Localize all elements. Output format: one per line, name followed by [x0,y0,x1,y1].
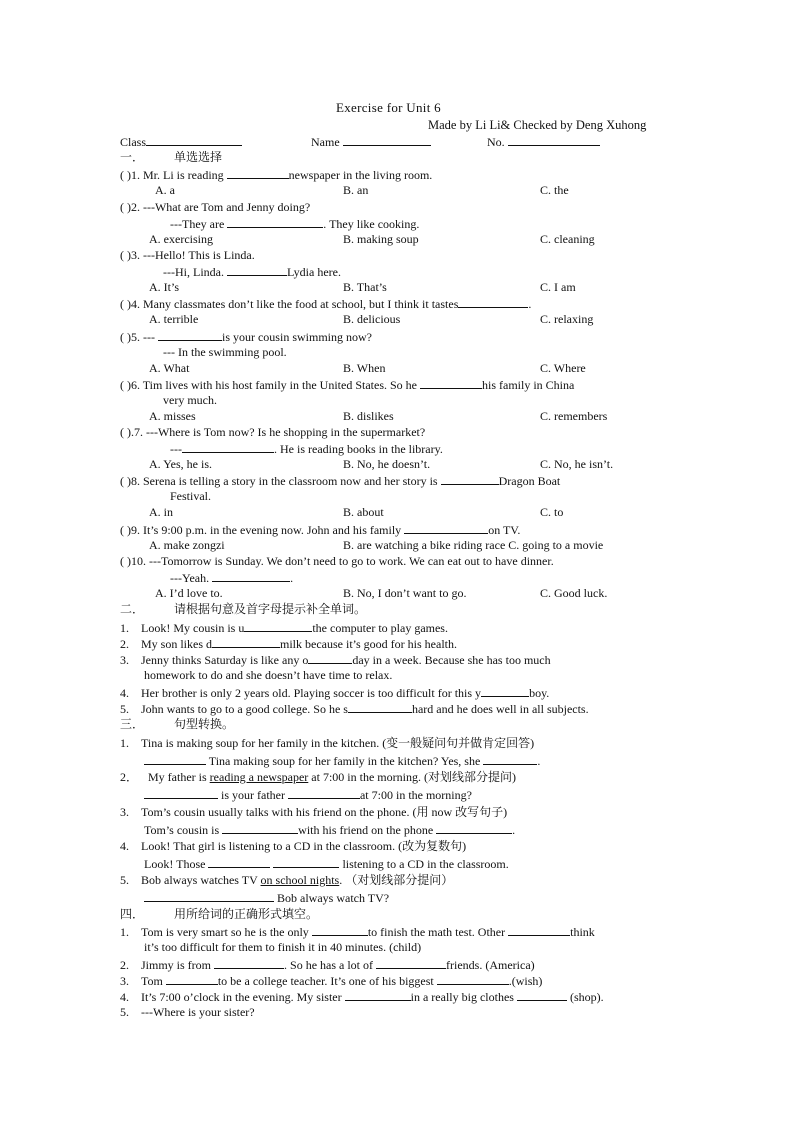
s3-item-text-end: Bob always watch TV? [274,891,390,905]
q8-stem [120,472,560,489]
s2-item-text-end: hard and he does well in all subjects. [411,702,589,716]
q7-option-c[interactable]: C. No, he isn’t. [540,457,614,471]
q3-option-c[interactable]: C. I am [540,280,576,294]
section1-title: 单选选择 [174,150,223,164]
q1-option-b[interactable]: B. an [343,183,369,197]
section2-number: 二． [120,602,145,616]
q1-text: ( )1. Mr. Li is reading [120,168,227,182]
q5-stem [120,328,372,345]
s3-item-number: 5. [120,873,129,887]
s4-item-number: 1. [120,925,129,939]
q1-option-c[interactable]: C. the [540,183,569,197]
q3-stem: ( )3. ---Hello! This is Linda. [120,248,255,262]
s4-item-1-blank-b[interactable] [508,923,570,936]
s3-item-number: 2． [120,770,139,784]
section4-number: 四． [120,907,145,921]
q8-text-end: Dragon Boat [498,474,561,488]
s4-item-1-continuation: it’s too difficult for them to finish it in 40 minutes. (child) [144,940,422,954]
s2-item-2 [120,635,457,652]
s2-item-4 [120,684,549,701]
s3-item-number: 3. [120,805,129,819]
s3-item-3-blank-b[interactable] [436,821,512,834]
s3-item-text-end: at 7:00 in the morning. (对划线部分提问) [308,770,516,784]
s3-item-5-answer [144,889,389,906]
q10-answer-line [170,569,293,586]
worksheet-credit: Made by Li Li& Checked by Deng Xuhong [428,118,647,132]
q8-option-b[interactable]: B. about [343,505,384,519]
s3-item-text: is your father [218,788,288,802]
s2-item-2-blank[interactable] [212,635,280,648]
q9-blank[interactable] [404,521,488,534]
q3-text: ---Hi, Linda. [163,265,227,279]
q2-answer-line [170,215,419,232]
q4-option-c[interactable]: C. relaxing [540,312,594,326]
q4-blank[interactable] [458,295,528,308]
no-field [487,133,600,150]
q10-option-c[interactable]: C. Good luck. [540,586,608,600]
s4-item-text-end: think [570,925,595,939]
class-blank[interactable] [146,133,242,146]
q8-continuation: Festival. [170,489,211,503]
s2-item-text-end: day in a week. Because she has too much [352,653,551,667]
q3-option-b[interactable]: B. That’s [343,280,387,294]
q10-stem: ( )10. ---Tomorrow is Sunday. We don’t need to go to work. We can eat out to have dinner. [120,554,554,568]
s3-item-2-blank-b[interactable] [288,786,360,799]
s3-item-3-answer [144,821,515,838]
section3-title: 句型转换。 [174,717,235,731]
s4-item-3-blank-a[interactable] [166,972,218,985]
q6-option-c[interactable]: C. remembers [540,409,608,423]
s3-item-5-underlined: on school nights [260,873,340,887]
s3-item-1-blank-b[interactable] [483,752,537,765]
name-field [311,133,431,150]
q2-text: ---They are [170,217,228,231]
section1-number: 一． [120,150,145,164]
q2-blank[interactable] [227,215,323,228]
s2-item-5-blank[interactable] [348,700,412,713]
q7-text-end: . He is reading books in the library. [274,442,443,456]
s3-item-text: Tom’s cousin is [144,823,223,837]
s3-item-5 [120,872,453,888]
s3-item-text: Look! Those [144,857,209,871]
s4-item-5 [120,1004,255,1020]
class-label: Class [120,135,147,149]
s3-item-text-end: . [537,754,541,768]
q6-option-b[interactable]: B. dislikes [343,409,394,423]
q4-text: ( )4. Many classmates don’t like the food at school, but I think it tastes [120,297,459,311]
s4-item-text: Jimmy is from [141,958,215,972]
s3-item-number: 4. [120,839,129,853]
s2-item-number: 2. [120,637,129,651]
q9-option-a[interactable]: A. make zongzi [149,538,225,552]
q7-answer-line [170,440,443,457]
q1-stem [120,166,432,183]
section4-heading [120,906,318,922]
s2-item-3 [120,651,551,668]
s4-item-text: . So he has a lot of [284,958,377,972]
q7-blank[interactable] [182,440,274,453]
q1-text-end: newspaper in the living room. [288,168,433,182]
s3-item-text-end: . （对划线部分提问） [339,873,454,887]
section3-number: 三． [120,717,145,731]
s4-item-1 [120,923,595,940]
q10-text: ---Yeah. [170,571,213,585]
s2-item-text-end: the computer to play games. [312,621,448,635]
section2-heading [120,601,366,617]
q6-option-a[interactable]: A. misses [149,409,196,423]
s4-item-4 [120,988,604,1005]
s4-item-number: 2. [120,958,129,972]
section2-title: 请根据句意及首字母提示补全单词。 [174,602,367,616]
s3-item-number: 1. [120,736,129,750]
q9-stem [120,521,520,538]
class-field [120,133,242,150]
s4-item-4-blank-b[interactable] [517,988,567,1001]
q6-continuation: very much. [163,393,217,407]
no-blank[interactable] [508,133,600,146]
q5-blank[interactable] [158,328,222,341]
q4-text-end: . [528,297,532,311]
q8-blank[interactable] [441,472,499,485]
s4-item-text-end: friends. (America) [446,958,535,972]
q5-answer-line: --- In the swimming pool. [163,345,287,359]
s2-item-text: Her brother is only 2 years old. Playing soccer is too difficult for this y [141,686,482,700]
no-label: No. [487,135,505,149]
s4-item-number: 4. [120,990,129,1004]
q7-option-b[interactable]: B. No, he doesn’t. [343,457,431,471]
s2-item-text: John wants to go to a good college. So he s [141,702,348,716]
s3-item-text: Tom’s cousin usually talks with his friend on the phone. (用 now 改写句子) [141,805,508,819]
s3-item-1-answer [144,752,540,769]
q1-option-a[interactable]: A. a [155,183,175,197]
s3-item-4-answer [144,855,509,872]
s3-item-1-blank-a[interactable] [144,752,206,765]
s4-item-2 [120,956,535,973]
q7-text: --- [170,442,182,456]
q3-option-a[interactable]: A. It’s [149,280,179,294]
s3-item-2-answer [144,786,472,803]
q1-blank[interactable] [227,166,289,179]
s4-item-text-end: (shop). [566,990,604,1004]
q10-blank[interactable] [212,569,290,582]
s3-item-3 [120,804,507,820]
s2-item-1-blank[interactable] [244,619,312,632]
s2-item-text: My son likes d [141,637,213,651]
q10-option-a[interactable]: A. I’d love to. [155,586,223,600]
s3-item-3-blank-a[interactable] [222,821,298,834]
q6-text-end: his family in China [482,378,575,392]
s3-item-text: Bob always watches TV [141,873,261,887]
s2-item-number: 5. [120,702,129,716]
s3-item-text-end: . [512,823,516,837]
s4-item-1-blank-a[interactable] [312,923,368,936]
q5-option-a[interactable]: A. What [149,361,190,375]
s2-item-4-blank[interactable] [481,684,529,697]
s3-item-text: Look! That girl is listening to a CD in the classroom. (改为复数句) [141,839,467,853]
s4-item-2-blank-a[interactable] [214,956,284,969]
q8-option-a[interactable]: A. in [149,505,173,519]
q6-blank[interactable] [420,376,482,389]
q2-option-a[interactable]: A. exercising [149,232,213,246]
section4-title: 用所给词的正确形式填空。 [174,907,319,921]
q6-stem [120,376,574,393]
s4-item-text: It’s 7:00 o’clock in the evening. My sister [141,990,345,1004]
s3-item-1 [120,735,534,751]
section3-heading [120,716,234,732]
name-blank[interactable] [343,133,431,146]
q8-text: ( )8. Serena is telling a story in the classroom now and her story is [120,474,441,488]
q4-stem [120,295,531,312]
q3-answer-line [163,263,341,280]
s3-item-5-blank[interactable] [144,889,274,902]
s2-item-text-end: milk because it’s good for his health. [280,637,457,651]
s3-item-4-blank-b[interactable] [273,855,339,868]
q10-text-end: . [290,571,294,585]
s4-item-text: to finish the math test. Other [367,925,509,939]
s2-item-number: 1. [120,621,129,635]
worksheet-title: Exercise for Unit 6 [336,100,441,115]
q5-text: ( )5. --- [120,330,158,344]
s2-item-3-continuation: homework to do and she doesn’t have time to relax. [144,668,393,682]
name-label: Name [311,135,340,149]
s4-item-3-blank-b[interactable] [437,972,509,985]
s3-item-2-underlined: reading a newspaper [209,770,309,784]
s4-item-3 [120,972,542,989]
q2-option-c[interactable]: C. cleaning [540,232,595,246]
s4-item-text: in a really big clothes [410,990,517,1004]
s3-item-text: Tina is making soup for her family in the kitchen. (变一般疑问句并做肯定回答) [141,736,535,750]
s3-item-text: My father is [148,770,210,784]
s4-item-text: Tom [141,974,166,988]
q9-option-b-c[interactable]: B. are watching a bike riding race C. going to a movie [343,538,604,552]
s2-item-number: 4. [120,686,129,700]
q3-text-end: Lydia here. [286,265,341,279]
s2-item-text: Jenny thinks Saturday is like any o [141,653,309,667]
q7-stem: ( ).7. ---Where is Tom now? Is he shopping in the supermarket? [120,425,426,439]
s4-item-number: 5. [120,1005,129,1019]
s3-item-text-end: at 7:00 in the morning? [359,788,472,802]
q5-option-b[interactable]: B. When [343,361,386,375]
s4-item-text: ---Where is your sister? [141,1005,255,1019]
q3-blank[interactable] [227,263,287,276]
q4-option-a[interactable]: A. terrible [149,312,199,326]
s3-item-2 [120,769,516,785]
q2-option-b[interactable]: B. making soup [343,232,419,246]
s3-item-text-end: listening to a CD in the classroom. [339,857,509,871]
s3-item-4-blank-a[interactable] [208,855,270,868]
q2-text-end: . They like cooking. [323,217,420,231]
q8-option-c[interactable]: C. to [540,505,564,519]
s2-item-text-end: boy. [529,686,550,700]
s3-item-4 [120,838,466,854]
s4-item-text: Tom is very smart so he is the only [141,925,312,939]
q7-option-a[interactable]: A. Yes, he is. [149,457,213,471]
s4-item-2-blank-b[interactable] [376,956,446,969]
s2-item-number: 3. [120,653,129,667]
s3-item-text: with his friend on the phone [298,823,437,837]
q5-option-c[interactable]: C. Where [540,361,586,375]
s4-item-4-blank-a[interactable] [345,988,411,1001]
q5-text-end: is your cousin swimming now? [221,330,372,344]
section1-heading [120,149,222,165]
s2-item-1 [120,619,448,636]
q10-option-b[interactable]: B. No, I don’t want to go. [343,586,467,600]
q9-text-end: on TV. [488,523,521,537]
s4-item-text: to be a college teacher. It’s one of his biggest [217,974,437,988]
q6-text: ( )6. Tim lives with his host family in the United States. So he [120,378,420,392]
s3-item-2-blank-a[interactable] [144,786,218,799]
s2-item-3-blank[interactable] [308,651,352,664]
s4-item-number: 3. [120,974,129,988]
q9-text: ( )9. It’s 9:00 p.m. in the evening now. John and his family [120,523,405,537]
q2-stem: ( )2. ---What are Tom and Jenny doing? [120,200,311,214]
q4-option-b[interactable]: B. delicious [343,312,401,326]
s2-item-5 [120,700,589,717]
s2-item-text: Look! My cousin is u [141,621,245,635]
s3-item-text: Tina making soup for her family in the kitchen? Yes, she [206,754,484,768]
s4-item-text-end: .(wish) [508,974,543,988]
